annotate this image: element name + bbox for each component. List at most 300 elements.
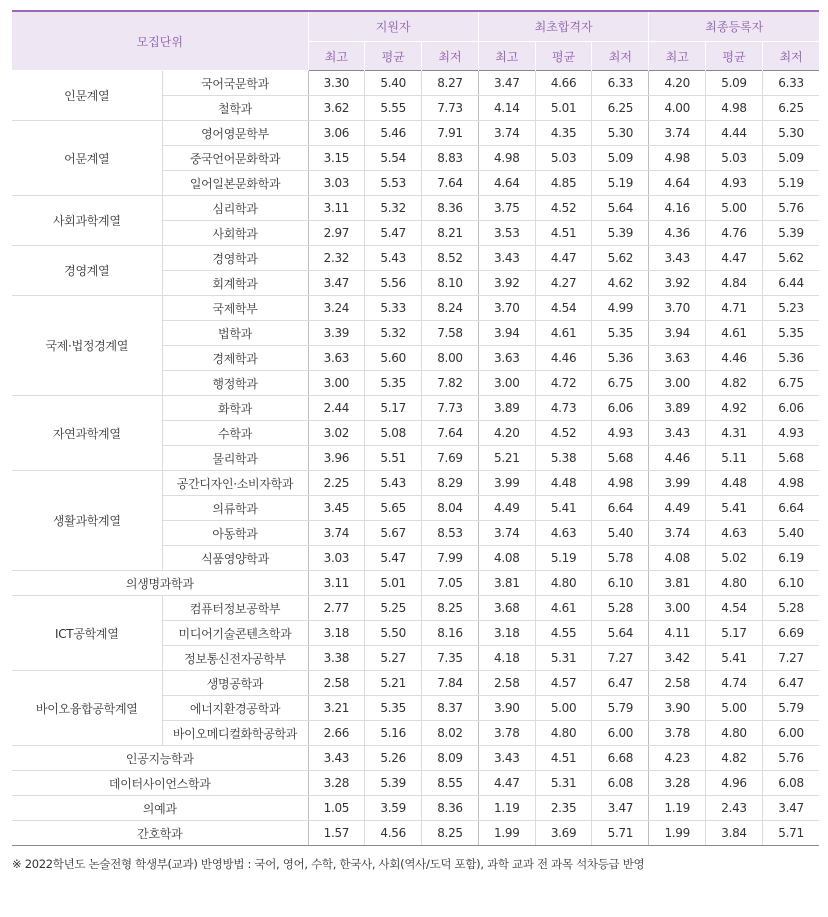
grade-value-cell: 5.03 <box>706 146 763 171</box>
grade-value-cell: 8.55 <box>422 771 479 796</box>
table-row <box>12 246 819 271</box>
grade-value-cell: 3.99 <box>649 471 706 496</box>
grade-value-cell: 4.51 <box>535 746 592 771</box>
grade-value-cell: 8.24 <box>422 296 479 321</box>
grade-value-cell: 3.43 <box>649 421 706 446</box>
sub-header: 평균 <box>535 42 592 71</box>
grade-value-cell: 3.28 <box>649 771 706 796</box>
grade-value-cell: 5.40 <box>762 521 819 546</box>
grade-value-cell: 5.54 <box>365 146 422 171</box>
sub-header: 최고 <box>478 42 535 71</box>
grade-value-cell: 4.98 <box>592 471 649 496</box>
department-cell: 경영학과 <box>162 246 308 271</box>
grade-value-cell: 5.30 <box>592 121 649 146</box>
grade-value-cell: 3.78 <box>478 721 535 746</box>
grade-value-cell: 5.40 <box>592 521 649 546</box>
grade-value-cell: 2.32 <box>308 246 365 271</box>
grade-value-cell: 3.45 <box>308 496 365 521</box>
category-cell: 생활과학계열 <box>12 471 162 571</box>
grade-value-cell: 6.33 <box>592 71 649 96</box>
grade-value-cell: 6.08 <box>592 771 649 796</box>
table-row <box>12 771 819 796</box>
grade-value-cell: 3.06 <box>308 121 365 146</box>
unit-header: 모집단위 <box>12 11 308 71</box>
grade-value-cell: 3.47 <box>762 796 819 821</box>
grade-value-cell: 5.03 <box>535 146 592 171</box>
grade-value-cell: 6.10 <box>592 571 649 596</box>
grade-value-cell: 6.33 <box>762 71 819 96</box>
grade-value-cell: 7.82 <box>422 371 479 396</box>
grade-value-cell: 5.79 <box>592 696 649 721</box>
grade-value-cell: 4.16 <box>649 196 706 221</box>
grade-value-cell: 4.64 <box>478 171 535 196</box>
grade-value-cell: 5.01 <box>365 571 422 596</box>
grade-value-cell: 5.32 <box>365 196 422 221</box>
grade-value-cell: 4.51 <box>535 221 592 246</box>
grade-value-cell: 5.71 <box>592 821 649 846</box>
grade-value-cell: 4.84 <box>706 271 763 296</box>
grade-value-cell: 5.78 <box>592 546 649 571</box>
grade-value-cell: 6.10 <box>762 571 819 596</box>
grade-value-cell: 3.43 <box>649 246 706 271</box>
grade-value-cell: 3.63 <box>649 346 706 371</box>
category-cell: 데이터사이언스학과 <box>12 771 308 796</box>
department-cell: 사회학과 <box>162 221 308 246</box>
grade-value-cell: 4.98 <box>706 96 763 121</box>
grade-value-cell: 2.35 <box>535 796 592 821</box>
grade-value-cell: 5.68 <box>592 446 649 471</box>
department-cell: 영어영문학부 <box>162 121 308 146</box>
admission-results-table-container <box>12 10 819 872</box>
grade-value-cell: 6.64 <box>762 496 819 521</box>
grade-value-cell: 3.03 <box>308 171 365 196</box>
grade-value-cell: 4.46 <box>649 446 706 471</box>
table-row <box>12 471 819 496</box>
grade-value-cell: 4.63 <box>535 521 592 546</box>
grade-value-cell: 4.49 <box>649 496 706 521</box>
grade-value-cell: 6.00 <box>592 721 649 746</box>
grade-value-cell: 8.53 <box>422 521 479 546</box>
grade-value-cell: 7.58 <box>422 321 479 346</box>
footnote: ※ 2022학년도 논술전형 학생부(교과) 반영방법 : 국어, 영어, 수학, 한국사, 사회(역사/도덕 포함), 과학 교과 전 과목 석차등급 반영 <box>12 857 645 871</box>
grade-value-cell: 3.70 <box>649 296 706 321</box>
grade-value-cell: 7.64 <box>422 171 479 196</box>
grade-value-cell: 3.63 <box>308 346 365 371</box>
grade-value-cell: 5.00 <box>535 696 592 721</box>
grade-value-cell: 3.75 <box>478 196 535 221</box>
grade-value-cell: 5.21 <box>478 446 535 471</box>
grade-value-cell: 3.89 <box>649 396 706 421</box>
table-row <box>12 196 819 221</box>
sub-header: 최저 <box>422 42 479 71</box>
grade-value-cell: 4.82 <box>706 746 763 771</box>
grade-value-cell: 3.53 <box>478 221 535 246</box>
grade-value-cell: 6.00 <box>762 721 819 746</box>
grade-value-cell: 4.48 <box>535 471 592 496</box>
category-cell: 자연과학계열 <box>12 396 162 471</box>
grade-value-cell: 4.14 <box>478 96 535 121</box>
grade-value-cell: 3.74 <box>649 521 706 546</box>
department-cell: 물리학과 <box>162 446 308 471</box>
grade-value-cell: 1.57 <box>308 821 365 846</box>
grade-value-cell: 7.35 <box>422 646 479 671</box>
grade-value-cell: 4.35 <box>535 121 592 146</box>
grade-value-cell: 4.48 <box>706 471 763 496</box>
grade-value-cell: 3.78 <box>649 721 706 746</box>
grade-value-cell: 4.93 <box>762 421 819 446</box>
table-row <box>12 396 819 421</box>
grade-value-cell: 7.99 <box>422 546 479 571</box>
grade-value-cell: 4.52 <box>535 421 592 446</box>
grade-value-cell: 5.43 <box>365 246 422 271</box>
grade-value-cell: 3.62 <box>308 96 365 121</box>
grade-value-cell: 5.56 <box>365 271 422 296</box>
grade-value-cell: 4.20 <box>649 71 706 96</box>
grade-value-cell: 4.54 <box>535 296 592 321</box>
grade-value-cell: 5.19 <box>535 546 592 571</box>
sub-header: 평균 <box>706 42 763 71</box>
grade-value-cell: 5.65 <box>365 496 422 521</box>
grade-value-cell: 7.27 <box>592 646 649 671</box>
sub-header: 최저 <box>592 42 649 71</box>
grade-value-cell: 4.52 <box>535 196 592 221</box>
grade-value-cell: 5.60 <box>365 346 422 371</box>
grade-value-cell: 8.29 <box>422 471 479 496</box>
grade-value-cell: 3.68 <box>478 596 535 621</box>
grade-value-cell: 4.56 <box>365 821 422 846</box>
grade-value-cell: 3.18 <box>308 621 365 646</box>
grade-value-cell: 5.19 <box>762 171 819 196</box>
grade-value-cell: 3.74 <box>649 121 706 146</box>
grade-value-cell: 5.47 <box>365 546 422 571</box>
grade-value-cell: 4.74 <box>706 671 763 696</box>
grade-value-cell: 5.26 <box>365 746 422 771</box>
grade-value-cell: 5.41 <box>706 496 763 521</box>
grade-value-cell: 5.21 <box>365 671 422 696</box>
group-header-initial-pass: 최초합격자 <box>478 11 648 42</box>
grade-value-cell: 1.99 <box>649 821 706 846</box>
grade-value-cell: 3.63 <box>478 346 535 371</box>
category-cell: 국제·법정경계열 <box>12 296 162 396</box>
grade-value-cell: 8.10 <box>422 271 479 296</box>
grade-value-cell: 7.27 <box>762 646 819 671</box>
grade-value-cell: 1.05 <box>308 796 365 821</box>
grade-value-cell: 5.32 <box>365 321 422 346</box>
grade-value-cell: 6.75 <box>592 371 649 396</box>
grade-value-cell: 3.00 <box>649 596 706 621</box>
grade-value-cell: 8.04 <box>422 496 479 521</box>
department-cell: 심리학과 <box>162 196 308 221</box>
grade-value-cell: 5.28 <box>762 596 819 621</box>
grade-value-cell: 5.76 <box>762 746 819 771</box>
grade-value-cell: 2.66 <box>308 721 365 746</box>
category-cell: 바이오융합공학계열 <box>12 671 162 746</box>
grade-value-cell: 5.64 <box>592 196 649 221</box>
grade-value-cell: 3.69 <box>535 821 592 846</box>
department-cell: 일어일본문화학과 <box>162 171 308 196</box>
category-cell: 의예과 <box>12 796 308 821</box>
grade-value-cell: 3.47 <box>308 271 365 296</box>
grade-value-cell: 4.73 <box>535 396 592 421</box>
grade-value-cell: 7.73 <box>422 396 479 421</box>
grade-value-cell: 4.80 <box>706 571 763 596</box>
department-cell: 미디어기술콘텐츠학과 <box>162 621 308 646</box>
grade-value-cell: 4.80 <box>706 721 763 746</box>
table-row <box>12 821 819 846</box>
grade-value-cell: 4.98 <box>762 471 819 496</box>
grade-value-cell: 3.24 <box>308 296 365 321</box>
department-cell: 생명공학과 <box>162 671 308 696</box>
grade-value-cell: 3.74 <box>478 521 535 546</box>
grade-value-cell: 3.43 <box>478 246 535 271</box>
department-cell: 바이오메디컬화학공학과 <box>162 721 308 746</box>
grade-value-cell: 5.67 <box>365 521 422 546</box>
grade-value-cell: 5.27 <box>365 646 422 671</box>
grade-value-cell: 5.23 <box>762 296 819 321</box>
grade-value-cell: 5.35 <box>365 696 422 721</box>
department-cell: 회계학과 <box>162 271 308 296</box>
grade-value-cell: 5.46 <box>365 121 422 146</box>
grade-value-cell: 3.00 <box>478 371 535 396</box>
grade-value-cell: 4.61 <box>535 596 592 621</box>
grade-value-cell: 3.02 <box>308 421 365 446</box>
grade-value-cell: 8.37 <box>422 696 479 721</box>
grade-value-cell: 3.81 <box>649 571 706 596</box>
grade-value-cell: 4.44 <box>706 121 763 146</box>
category-cell: 인문계열 <box>12 71 162 121</box>
grade-value-cell: 6.44 <box>762 271 819 296</box>
table-row <box>12 571 819 596</box>
grade-value-cell: 5.30 <box>762 121 819 146</box>
table-row <box>12 596 819 621</box>
department-cell: 국어국문학과 <box>162 71 308 96</box>
grade-value-cell: 5.09 <box>706 71 763 96</box>
grade-value-cell: 3.42 <box>649 646 706 671</box>
grade-value-cell: 8.27 <box>422 71 479 96</box>
grade-value-cell: 6.75 <box>762 371 819 396</box>
grade-value-cell: 1.99 <box>478 821 535 846</box>
grade-value-cell: 2.25 <box>308 471 365 496</box>
grade-value-cell: 4.96 <box>706 771 763 796</box>
grade-value-cell: 5.01 <box>535 96 592 121</box>
grade-value-cell: 4.27 <box>535 271 592 296</box>
grade-value-cell: 5.09 <box>762 146 819 171</box>
grade-value-cell: 1.19 <box>649 796 706 821</box>
grade-value-cell: 5.31 <box>535 646 592 671</box>
grade-value-cell: 5.31 <box>535 771 592 796</box>
grade-value-cell: 3.47 <box>592 796 649 821</box>
grade-value-cell: 3.92 <box>478 271 535 296</box>
grade-value-cell: 3.15 <box>308 146 365 171</box>
table-row <box>12 796 819 821</box>
grade-value-cell: 5.08 <box>365 421 422 446</box>
grade-value-cell: 8.09 <box>422 746 479 771</box>
group-header-applicants: 지원자 <box>308 11 478 42</box>
department-cell: 정보통신전자공학부 <box>162 646 308 671</box>
grade-value-cell: 4.76 <box>706 221 763 246</box>
grade-value-cell: 3.21 <box>308 696 365 721</box>
grade-value-cell: 5.79 <box>762 696 819 721</box>
grade-value-cell: 3.59 <box>365 796 422 821</box>
grade-value-cell: 8.00 <box>422 346 479 371</box>
department-cell: 철학과 <box>162 96 308 121</box>
grade-value-cell: 3.89 <box>478 396 535 421</box>
grade-value-cell: 5.11 <box>706 446 763 471</box>
grade-value-cell: 5.40 <box>365 71 422 96</box>
grade-value-cell: 6.08 <box>762 771 819 796</box>
grade-value-cell: 5.16 <box>365 721 422 746</box>
grade-value-cell: 5.62 <box>592 246 649 271</box>
grade-value-cell: 5.41 <box>706 646 763 671</box>
grade-value-cell: 5.38 <box>535 446 592 471</box>
grade-value-cell: 4.98 <box>478 146 535 171</box>
grade-value-cell: 6.64 <box>592 496 649 521</box>
grade-value-cell: 3.92 <box>649 271 706 296</box>
grade-value-cell: 5.35 <box>365 371 422 396</box>
grade-value-cell: 5.36 <box>762 346 819 371</box>
table-row <box>12 296 819 321</box>
department-cell: 아동학과 <box>162 521 308 546</box>
grade-value-cell: 3.43 <box>478 746 535 771</box>
grade-value-cell: 8.36 <box>422 796 479 821</box>
grade-value-cell: 6.06 <box>762 396 819 421</box>
grade-value-cell: 3.84 <box>706 821 763 846</box>
grade-value-cell: 4.23 <box>649 746 706 771</box>
category-cell: 경영계열 <box>12 246 162 296</box>
grade-value-cell: 6.25 <box>592 96 649 121</box>
grade-value-cell: 4.46 <box>706 346 763 371</box>
sub-header: 최고 <box>308 42 365 71</box>
grade-value-cell: 5.17 <box>365 396 422 421</box>
grade-value-cell: 4.47 <box>535 246 592 271</box>
grade-value-cell: 4.54 <box>706 596 763 621</box>
sub-header: 평균 <box>365 42 422 71</box>
grade-value-cell: 7.69 <box>422 446 479 471</box>
category-cell: 간호학과 <box>12 821 308 846</box>
category-cell: ICT공학계열 <box>12 596 162 671</box>
grade-value-cell: 3.94 <box>649 321 706 346</box>
grade-value-cell: 3.90 <box>478 696 535 721</box>
grade-value-cell: 5.33 <box>365 296 422 321</box>
table-header <box>12 11 819 71</box>
department-cell: 에너지환경공학과 <box>162 696 308 721</box>
grade-value-cell: 5.62 <box>762 246 819 271</box>
grade-value-cell: 7.84 <box>422 671 479 696</box>
grade-value-cell: 5.41 <box>535 496 592 521</box>
category-cell: 인공지능학과 <box>12 746 308 771</box>
grade-value-cell: 5.19 <box>592 171 649 196</box>
grade-value-cell: 4.85 <box>535 171 592 196</box>
grade-value-cell: 4.20 <box>478 421 535 446</box>
grade-value-cell: 4.93 <box>706 171 763 196</box>
grade-value-cell: 4.11 <box>649 621 706 646</box>
group-header-final-enroll: 최종등록자 <box>649 11 819 42</box>
grade-value-cell: 8.02 <box>422 721 479 746</box>
grade-value-cell: 6.06 <box>592 396 649 421</box>
grade-value-cell: 2.97 <box>308 221 365 246</box>
grade-value-cell: 5.64 <box>592 621 649 646</box>
grade-value-cell: 4.80 <box>535 721 592 746</box>
category-cell: 의생명과학과 <box>12 571 308 596</box>
grade-value-cell: 8.36 <box>422 196 479 221</box>
grade-value-cell: 5.39 <box>592 221 649 246</box>
grade-value-cell: 5.02 <box>706 546 763 571</box>
grade-value-cell: 4.46 <box>535 346 592 371</box>
grade-value-cell: 3.74 <box>308 521 365 546</box>
grade-value-cell: 4.64 <box>649 171 706 196</box>
grade-value-cell: 3.74 <box>478 121 535 146</box>
grade-value-cell: 8.52 <box>422 246 479 271</box>
grade-value-cell: 4.47 <box>478 771 535 796</box>
department-cell: 법학과 <box>162 321 308 346</box>
sub-header: 최저 <box>762 42 819 71</box>
department-cell: 경제학과 <box>162 346 308 371</box>
grade-value-cell: 7.05 <box>422 571 479 596</box>
sub-header: 최고 <box>649 42 706 71</box>
grade-value-cell: 5.00 <box>706 196 763 221</box>
grade-value-cell: 4.57 <box>535 671 592 696</box>
grade-value-cell: 8.83 <box>422 146 479 171</box>
grade-value-cell: 5.51 <box>365 446 422 471</box>
admission-grade-table <box>12 10 819 846</box>
grade-value-cell: 4.47 <box>706 246 763 271</box>
department-cell: 식품영양학과 <box>162 546 308 571</box>
department-cell: 컴퓨터정보공학부 <box>162 596 308 621</box>
grade-value-cell: 2.58 <box>649 671 706 696</box>
grade-value-cell: 4.55 <box>535 621 592 646</box>
grade-value-cell: 3.81 <box>478 571 535 596</box>
table-row <box>12 71 819 96</box>
grade-value-cell: 4.00 <box>649 96 706 121</box>
department-cell: 수학과 <box>162 421 308 446</box>
grade-value-cell: 3.94 <box>478 321 535 346</box>
grade-value-cell: 7.91 <box>422 121 479 146</box>
grade-value-cell: 5.47 <box>365 221 422 246</box>
grade-value-cell: 8.16 <box>422 621 479 646</box>
department-cell: 국제학부 <box>162 296 308 321</box>
grade-value-cell: 5.76 <box>762 196 819 221</box>
grade-value-cell: 3.90 <box>649 696 706 721</box>
grade-value-cell: 3.00 <box>308 371 365 396</box>
grade-value-cell: 4.92 <box>706 396 763 421</box>
grade-value-cell: 2.58 <box>308 671 365 696</box>
grade-value-cell: 6.19 <box>762 546 819 571</box>
department-cell: 화학과 <box>162 396 308 421</box>
grade-value-cell: 2.43 <box>706 796 763 821</box>
grade-value-cell: 7.64 <box>422 421 479 446</box>
grade-value-cell: 1.19 <box>478 796 535 821</box>
grade-value-cell: 6.68 <box>592 746 649 771</box>
grade-value-cell: 4.61 <box>535 321 592 346</box>
grade-value-cell: 7.73 <box>422 96 479 121</box>
grade-value-cell: 4.62 <box>592 271 649 296</box>
grade-value-cell: 3.00 <box>649 371 706 396</box>
grade-value-cell: 4.98 <box>649 146 706 171</box>
category-cell: 어문계열 <box>12 121 162 196</box>
grade-value-cell: 8.21 <box>422 221 479 246</box>
table-row <box>12 746 819 771</box>
grade-value-cell: 3.03 <box>308 546 365 571</box>
grade-value-cell: 4.99 <box>592 296 649 321</box>
grade-value-cell: 4.71 <box>706 296 763 321</box>
grade-value-cell: 3.38 <box>308 646 365 671</box>
grade-value-cell: 5.09 <box>592 146 649 171</box>
grade-value-cell: 8.25 <box>422 821 479 846</box>
grade-value-cell: 4.82 <box>706 371 763 396</box>
grade-value-cell: 3.39 <box>308 321 365 346</box>
grade-value-cell: 2.58 <box>478 671 535 696</box>
grade-value-cell: 6.47 <box>762 671 819 696</box>
